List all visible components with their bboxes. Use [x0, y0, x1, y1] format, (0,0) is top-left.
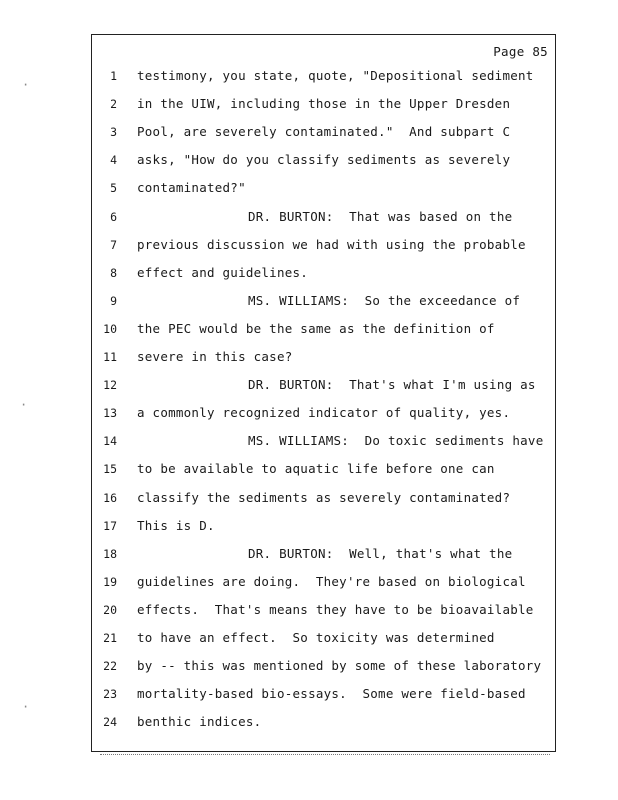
line-number: 3	[110, 125, 117, 140]
line-number: 6	[110, 209, 117, 224]
line-number: 15	[103, 462, 117, 477]
line-text: a commonly recognized indicator of quality, yes.	[137, 405, 511, 421]
line-text: MS. WILLIAMS: So the exceedance of	[248, 292, 521, 308]
line-number: 12	[103, 378, 117, 393]
line-number: 16	[103, 490, 117, 505]
line-text: guidelines are doing. They're based on biological	[137, 573, 526, 589]
line-text: asks, "How do you classify sediments as severely	[137, 152, 511, 168]
line-text: effects. That's means they have to be bioavailable	[137, 601, 534, 617]
line-number: 19	[103, 574, 117, 589]
line-text: benthic indices.	[137, 714, 262, 730]
line-text: DR. BURTON: Well, that's what the	[248, 545, 513, 561]
line-text: classify the sediments as severely contaminated?	[137, 489, 511, 505]
line-text: This is D.	[137, 517, 215, 533]
line-number: 18	[103, 546, 117, 561]
line-number: 7	[110, 237, 117, 252]
line-number: 11	[103, 350, 117, 364]
line-text: to be available to aquatic life before one can	[137, 461, 495, 477]
line-text: severe in this case?	[137, 349, 293, 364]
line-text: to have an effect. So toxicity was determined	[137, 630, 495, 645]
page-number: Page 85	[493, 44, 548, 59]
scan-artifact-line	[100, 754, 550, 757]
line-number: 22	[103, 659, 117, 674]
line-number: 2	[110, 97, 117, 112]
line-number: 24	[103, 715, 117, 730]
line-text: in the UIW, including those in the Upper Dresden	[137, 96, 511, 112]
line-number: 13	[103, 406, 117, 421]
line-text: Pool, are severely contaminated." And subpart C	[137, 124, 511, 140]
line-number: 17	[103, 518, 117, 533]
scan-speck: ·	[22, 78, 30, 92]
line-text: testimony, you state, quote, "Depositional sediment	[137, 68, 534, 83]
line-number: 14	[103, 434, 117, 449]
line-number: 5	[110, 181, 117, 196]
line-text: contaminated?"	[137, 180, 246, 196]
line-number: 23	[103, 687, 117, 702]
line-text: previous discussion we had with using the probable	[137, 236, 526, 252]
line-text: mortality-based bio-essays. Some were field-based	[137, 686, 526, 702]
line-number: 1	[110, 69, 117, 83]
scan-speck: ·	[22, 700, 30, 714]
scan-speck: ·	[20, 398, 28, 412]
line-text: effect and guidelines.	[137, 264, 309, 280]
line-number: 8	[110, 265, 117, 280]
line-number: 20	[103, 602, 117, 617]
line-number: 10	[103, 321, 117, 336]
line-text: DR. BURTON: That's what I'm using as	[248, 377, 536, 393]
line-text: DR. BURTON: That was based on the	[248, 208, 513, 224]
line-text: MS. WILLIAMS: Do toxic sediments have	[248, 433, 544, 449]
line-text: by -- this was mentioned by some of these laboratory	[137, 658, 542, 674]
line-text: the PEC would be the same as the definition of	[137, 320, 495, 336]
line-number: 9	[110, 293, 117, 308]
line-number: 21	[103, 631, 117, 645]
line-number: 4	[110, 153, 117, 168]
